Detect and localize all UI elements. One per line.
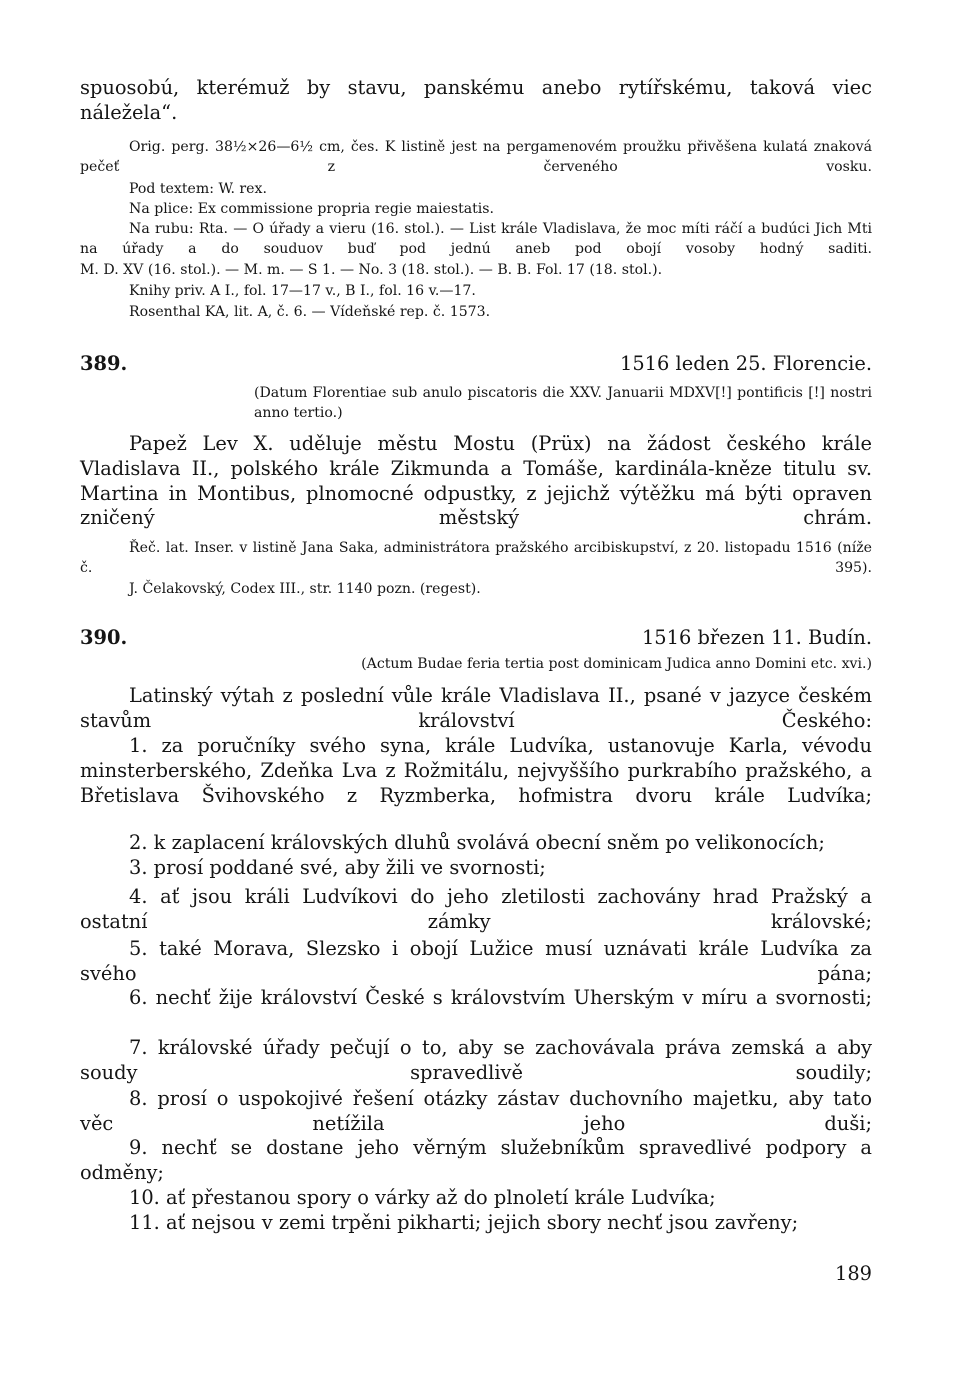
list-item: 7. královské úřady pečují o to, aby se zachovávala práva zemská a aby soudy spravedlivě soudily; [80,1036,872,1084]
list-item: 4. ať jsou králi Ludvíkovi do jeho zletilosti zachovány hrad Pražský a ostatní zámky královské; [80,885,872,933]
list-item: 2. k zaplacení královských dluhů svolává obecní sněm po velikonocích; [129,831,825,854]
note-knihy-priv: Knihy priv. A I., fol. 17—17 v., B I., fol. 16 v.—17. [129,283,476,299]
entry-389-datum: (Datum Florentiae sub anulo piscatoris die XXV. Januarii MDXV[!] pontificis [!] nostri anno tertio.) [254,385,872,422]
note-pod-textem: Pod textem: W. rex. [129,181,267,197]
entry-389-note-language: Řeč. lat. Inser. v listině Jana Saka, administrátora pražského arcibiskupství, z 20. listopadu 1516 (níže č. 395). [80,540,872,577]
page-number: 189 [834,1262,872,1285]
entry-389-note-edition: J. Čelakovský, Codex III., str. 1140 pozn. (regest). [129,581,481,597]
note-rosenthal: Rosenthal KA, lit. A, č. 6. — Vídeňské rep. č. 1573. [129,304,491,320]
entry-389-date-place: 1516 leden 25. Florencie. [620,352,872,375]
note-na-rubu: Na rubu: Rta. — O úřady a vieru (16. stol.). — List krále Vladislava, že moc míti ráčí a budúci Jich Mti na úřady a do souduov buď pod jednú aneb pod obojí vosoby hodný saditi. [80,221,872,258]
closing-text: spuosobú, kterémuž by stavu, panskému anebo rytířskému, taková viec náležela“. [80,76,872,124]
entry-389-regest: Papež Lev X. uděluje městu Mostu (Prüx) na žádost českého krále Vladislava II., polského krále Zikmunda a Tomáše, kardinála-kněze titulu sv. Martina in Montibus, plnomocné odpustky, z jejichž výtěžku má býti opraven zničený městský chrám. [80,432,872,530]
entry-390-number: 390. [80,626,128,649]
list-item: 9. nechť se dostane jeho věrným služebníkům spravedlivé podpory a odměny; [80,1136,872,1184]
entry-390-date-place: 1516 březen 11. Budín. [641,626,872,649]
note-original: Orig. perg. 38½×26—6½ cm, čes. K listině jest na pergamenovém proužku přivěšena kulatá znaková pečeť z červeného vosku. [80,139,872,176]
entry-390-datum: (Actum Budae feria tertia post dominicam Judica anno Domini etc. xvi.) [361,656,872,672]
note-archival-marks: M. D. XV (16. stol.). — M. m. — S 1. — No. 3 (18. stol.). — B. B. Fol. 17 (18. stol.). [80,262,663,278]
note-na-plice: Na plice: Ex commissione propria regie maiestatis. [129,201,495,217]
list-item: 6. nechť žije království České s královstvím Uherským v míru a svornosti; [129,986,872,1009]
list-item: 11. ať nejsou v zemi trpěni pikharti; jejich sbory nechť jsou zavřeny; [129,1211,799,1234]
list-item: 10. ať přestanou spory o várky až do plnoletí krále Ludvíka; [129,1186,716,1209]
entry-389-header [80,352,872,378]
list-item: 3. prosí poddané své, aby žili ve svornosti; [129,856,546,879]
entry-389-number: 389. [80,352,128,375]
entry-390-intro: Latinský výtah z poslední vůle krále Vladislava II., psané v jazyce českém stavům království Českého: [80,684,872,732]
entry-390-header [80,626,872,652]
list-item: 5. také Morava, Slezsko i obojí Lužice musí uznávati krále Ludvíka za svého pána; [80,937,872,985]
list-item: 8. prosí o uspokojivé řešení otázky zástav duchovního majetku, aby tato věc netížila jeho duši; [80,1087,872,1135]
list-item: 1. za poručníky svého syna, krále Ludvíka, ustanovuje Karla, vévodu minsterberského, Zdeňka Lva z Rožmitálu, nejvyššího purkrabího pražského, a Břetislava Švihovského z Ryzmberka, hofmistra dvoru krále Ludvíka; [80,734,872,807]
